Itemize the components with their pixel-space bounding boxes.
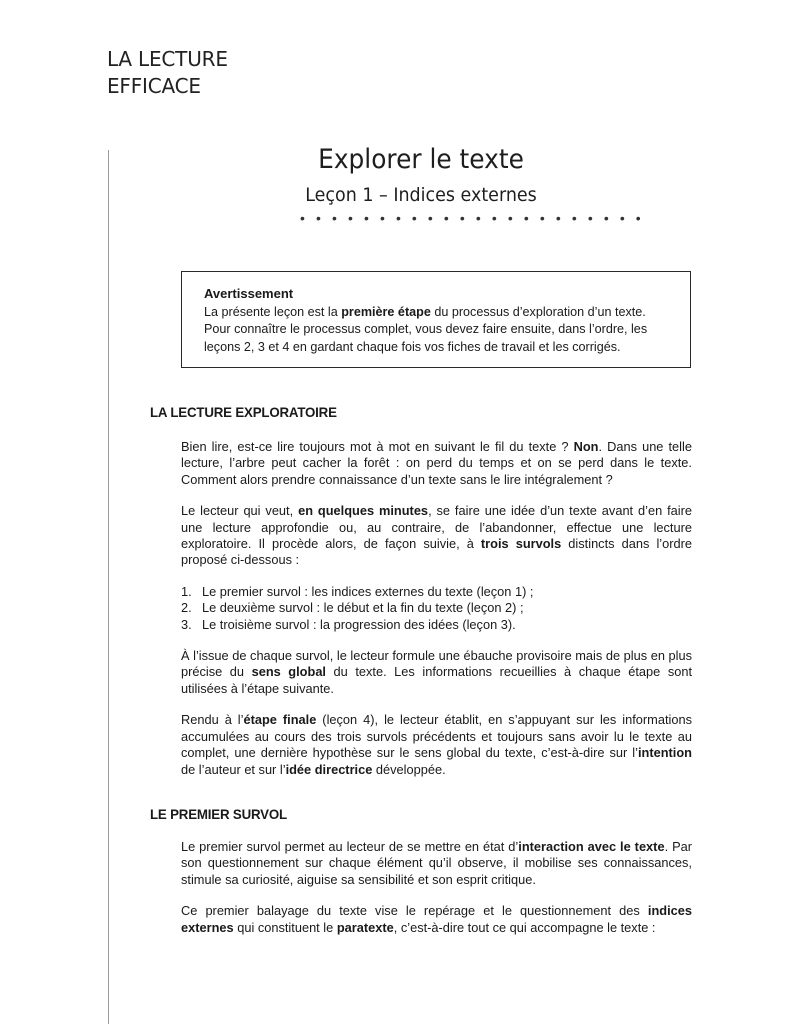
text-run: distincts dans l’ordre proposé ci-dessous : [181,536,692,568]
text-run: . Dans une telle lecture, l’arbre peut cacher la forêt : on perd du temps et on se perd dans le texte. Comment alors prendre connaissance d’un texte sans le lire intégralement ? [181,439,692,487]
section-heading-lecture-exploratoire: LA LECTURE EXPLORATOIRE [150,404,337,420]
text-run: , c’est-à-dire tout ce qui accompagne le texte : [393,919,656,935]
paragraph [181,648,692,697]
list-text: Le deuxième survol : le début et la fin du texte (leçon 2) ; [202,600,524,616]
text-run: développée. [372,761,446,777]
page-title: Explorer le texte [318,144,524,175]
text-run: Rendu à l’ [181,712,244,728]
section-body-premier-survol [181,839,692,951]
list-item [181,600,692,616]
text-run: du texte. Les informations recueillies à chaque étape sont utilisées à l’étape suivante. [181,664,693,696]
text-run: Le lecteur qui veut, [181,503,299,519]
warning-title: Avertissement [204,286,294,301]
running-header [107,46,228,100]
bold-run: intention [637,745,692,761]
text-run: À l’issue de chaque survol, le lecteur formule une ébauche provisoire mais de plus en plus précise du [181,648,692,680]
section-body-lecture-exploratoire [181,439,692,793]
paragraph [181,903,692,936]
bold-run: sens global [251,664,326,680]
list-text: Le troisième survol : la progression des idées (leçon 3). [202,616,516,632]
bold-run: trois survols [480,536,562,552]
paragraph [181,712,692,778]
running-header-line-2: EFFICACE [107,74,201,98]
lesson-subtitle: Leçon 1 – Indices externes [305,184,537,206]
paragraph [181,503,692,569]
bold-run: paratexte [336,919,394,935]
survol-list [181,584,692,633]
paragraph [181,839,692,888]
list-number: 3. [181,616,192,632]
list-item [181,617,692,633]
bold-run: en quelques minutes [298,503,429,519]
text-run: du processus d’exploration d’un texte. Pour connaître le processus complet, vous devez faire ensuite, dans l’ordre, les leçons 2, 3 et 4 en gardant chaque fois vos fiches de travail et les corrigés. [204,304,648,354]
bold-run: Non [573,439,599,454]
text-run: La présente leçon est la [204,304,342,319]
list-text: Le premier survol : les indices externes du texte (leçon 1) ; [202,583,534,599]
list-item [181,584,692,600]
dotted-divider: • • • • • • • • • • • • • • • • • • • • • • [300,210,645,226]
text-run: qui constituent le [233,919,337,935]
text-run: Le premier survol permet au lecteur de se mettre en état d’ [181,839,519,854]
bold-run: étape finale [243,712,317,728]
section-heading-premier-survol: LE PREMIER SURVOL [150,806,287,822]
warning-text [204,304,670,357]
list-number: 1. [181,583,192,599]
warning-box [181,271,691,368]
bold-run: première étape [341,304,431,319]
bold-run: idée directrice [285,761,373,777]
paragraph [181,439,692,488]
bold-run: indices externes [181,903,692,935]
text-run: Ce premier balayage du texte vise le repérage et le questionnement des [181,903,648,919]
running-header-line-1: LA LECTURE [107,47,228,71]
text-run: Bien lire, est-ce lire toujours mot à mot en suivant le fil du texte ? [181,439,574,454]
text-run: . Par son questionnement sur chaque élément qu’il observe, il mobilise ses connaissances, stimule sa curiosité, aiguise sa sensibilité et son esprit critique. [181,839,692,887]
text-run: de l’auteur et sur l’ [181,761,286,777]
bold-run: interaction avec le texte [518,839,665,854]
list-number: 2. [181,600,192,616]
text-run: (leçon 4), le lecteur établit, en s’appuyant sur les informations accumulées au cours des trois survols précédents et toujours sans avoir lu le texte au complet, une dernière hypothèse sur le sens global du texte, c’est-à-dire sur l’ [181,712,692,761]
margin-rule [108,150,109,1024]
text-run: , se faire une idée d’un texte avant d’en faire une lecture approfondie ou, au contraire, de l’abandonner, effectue une lecture exploratoire. Il procède alors, de façon suivie, à [181,503,693,552]
